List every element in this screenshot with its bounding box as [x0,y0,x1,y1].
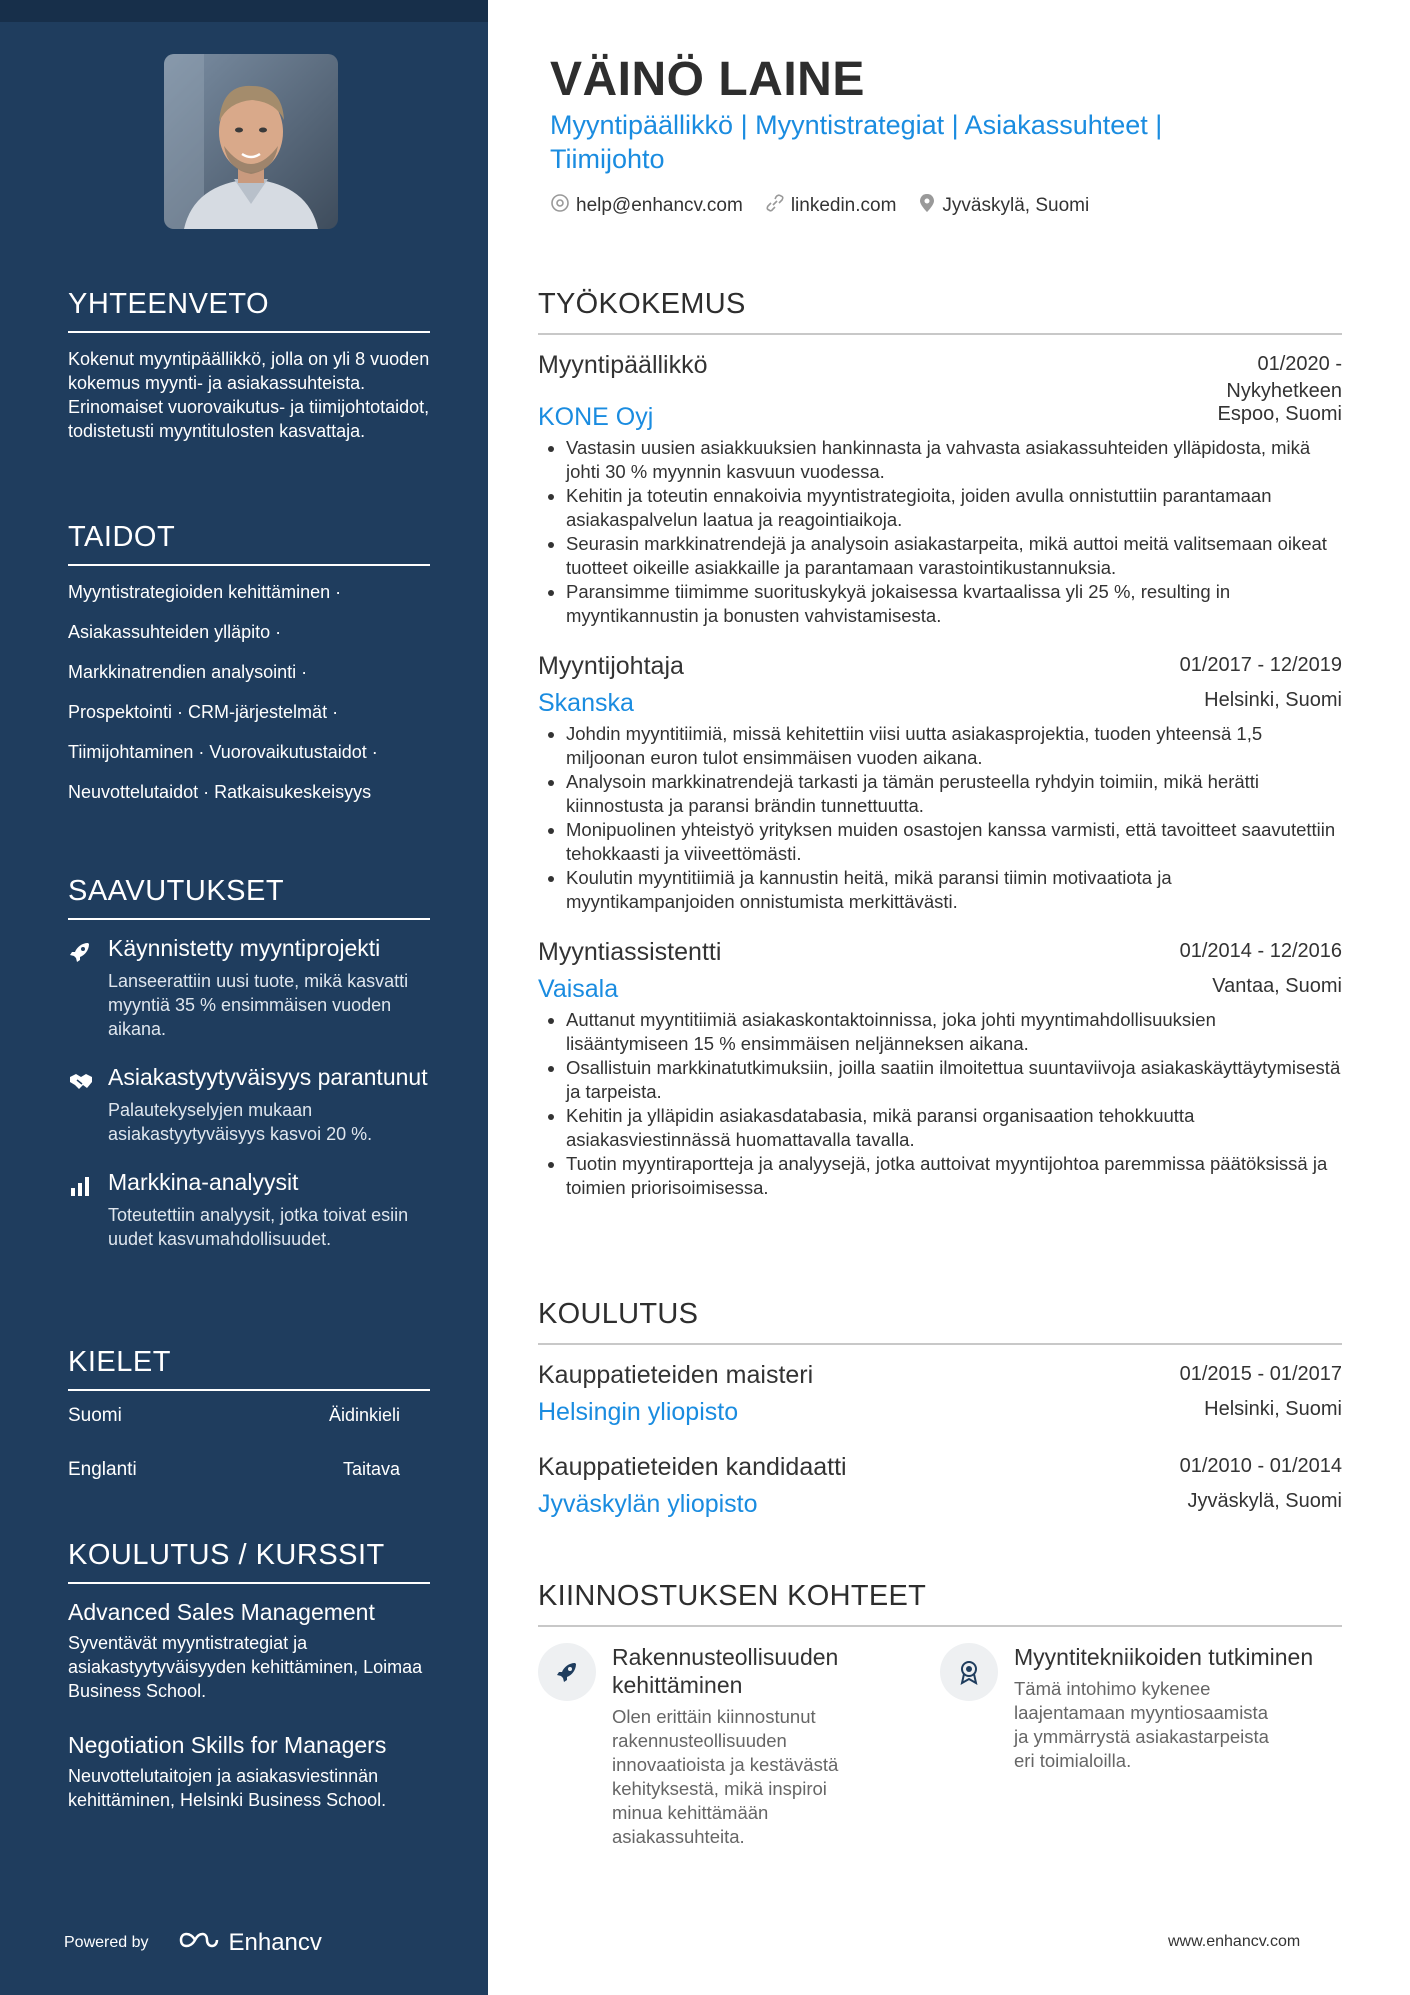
job-title: Myyntipäällikkö [538,351,708,379]
language-row [68,1459,430,1481]
achievement-title: Käynnistetty myyntiprojekti [108,935,381,961]
achievement-desc: Palautekyselyjen mukaan asiakastyytyväisyys kasvoi 20 %. [108,1100,373,1144]
achievement-title: Markkina-analyysit [108,1169,299,1195]
courses-section [68,1539,430,1840]
job-location: Vantaa, Suomi [1212,975,1342,997]
location-text: Jyväskylä, Suomi [942,195,1090,216]
job-date-start: 01/2020 - [1257,353,1342,375]
job-date: 01/2017 - 12/2019 [1179,654,1342,676]
experience-title: TYÖKOKEMUS [538,288,1342,335]
linkedin-text[interactable]: linkedin.com [790,195,897,216]
rocket-icon [68,934,108,1041]
job-date-end: Nykyhetkeen [1226,380,1342,402]
linkedin-contact[interactable] [765,193,897,219]
achievement-desc: Toteutettiin analyysit, jotka toivat esiin uudet kasvumahdollisuudet. [108,1205,409,1249]
interest-item [940,1643,1342,1849]
job-bullet: • Koulutin myyntitiimiä ja kannustin heitä, mikä paransi tiimin motivaatiota ja myyntikampanjoiden onnistumista merkittävästi. [566,866,1342,914]
job-company: KONE Oyj [538,403,654,431]
job-bullet: • Analysoin markkinatrendejä tarkasti ja tämän perusteella ryhdyin toimiin, mikä herätti kiinnostusta ja paransi brändin tunnettuutta. [566,770,1342,818]
profile-photo [164,54,338,229]
job-location: Helsinki, Suomi [1204,689,1342,711]
rocket-icon [538,1643,596,1701]
education-section [538,1298,1342,1519]
job-bullets [538,722,1342,914]
degree: Kauppatieteiden kandidaatti [538,1453,847,1481]
language-name: Suomi [68,1405,122,1426]
course-item [68,1598,430,1703]
degree: Kauppatieteiden maisteri [538,1361,814,1389]
education-entry [538,1453,1342,1519]
achievement-item [68,934,430,1041]
enhancv-logo-icon [177,1928,221,1957]
job-bullet: • Tuotin myyntiraportteja ja analyysejä, jotka auttoivat myyntijohtoa paremmissa päätöksissä ja toimien priorisoimisessa. [566,1152,1342,1200]
languages-section [68,1346,430,1513]
skill-line: Asiakassuhteiden ylläpito · [68,622,282,642]
course-desc: Syventävät myyntistrategiat ja asiakastyytyväisyyden kehittäminen, Loimaa Business School. [68,1633,423,1701]
skills-section [68,521,430,820]
summary-section [68,288,430,443]
job-bullets [538,1008,1342,1200]
achievements-title: SAAVUTUKSET [68,875,430,920]
job-title: Myyntijohtaja [538,652,684,680]
course-item [68,1731,430,1812]
headline-line: Myyntipäällikkö | Myyntistrategiat | Asiakassuhteet | [550,110,1163,140]
skill-line: Markkinatrendien analysointi · [68,662,308,682]
job-entry [538,652,1342,914]
school: Jyväskylän yliopisto [538,1490,758,1518]
email-contact[interactable] [550,193,743,219]
education-title: KOULUTUS [538,1298,1342,1345]
job-title: Myyntiassistentti [538,938,722,966]
education-location: Helsinki, Suomi [1204,1398,1342,1420]
language-row [68,1405,430,1427]
education-date: 01/2010 - 01/2014 [1179,1455,1342,1477]
headline-line: Tiimijohto [550,144,665,174]
job-date: 01/2014 - 12/2016 [1179,940,1342,962]
job-bullet: • Osallistuin markkinatutkimuksiin, joilla saatiin ilmoitettua suuntaviivoja asiakaskäyttäytymisestä ja tarpeista. [566,1056,1342,1104]
job-location: Espoo, Suomi [1217,403,1342,425]
job-entry [538,938,1342,1200]
courses-title: KOULUTUS / KURSSIT [68,1539,430,1584]
interests-section [538,1580,1342,1849]
skill-line: Myyntistrategioiden kehittäminen · [68,582,342,602]
summary-title: YHTEENVETO [68,288,430,333]
course-title: Advanced Sales Management [68,1599,375,1625]
job-bullets [538,436,1342,628]
education-location: Jyväskylä, Suomi [1187,1490,1342,1512]
job-bullet: • Auttanut myyntitiimiä asiakaskontaktoinnissa, joka johti myyntimahdollisuuksien lisääntymiseen 15 % ensimmäisen neljänneksen aikana. [566,1008,1342,1056]
education-entry [538,1361,1342,1427]
achievement-item [68,1063,430,1146]
interest-desc: Olen erittäin kiinnostunut rakennusteollisuuden innovaatioista ja kestävästä kehityksestä, mikä inspiroi minua kehittämään asiakassuhteita. [612,1706,839,1847]
sidebar [0,0,488,1995]
job-bullet: • Paransimme tiimimme suorituskykyä jokaisessa kvartaalissa yli 25 %, resulting in myyntikannustin ja bonusten vahvistamisesta. [566,580,1342,628]
award-icon [940,1643,998,1701]
skill-line: Tiimijohtaminen · Vuorovaikutustaidot · [68,742,378,762]
languages-title: KIELET [68,1346,430,1391]
course-title: Negotiation Skills for Managers [68,1732,387,1758]
summary-text: Kokenut myyntipäällikkö, jolla on yli 8 vuoden kokemus myynti- ja asiakassuhteista. Erinomaiset vuorovaikutus- ja tiimijohtotaidot, todistetusti myyntitulosten kasvattaja. [68,349,430,441]
location-pin-icon [918,193,942,219]
enhancv-brand: Enhancv [228,1928,322,1956]
interest-title: Myyntitekniikoiden tutkiminen [1014,1644,1314,1670]
email-text[interactable]: help@enhancv.com [576,195,743,216]
achievement-desc: Lanseerattiin uusi tuote, mikä kasvatti myyntiä 35 % ensimmäisen vuoden aikana. [108,971,409,1039]
job-entry [538,351,1342,628]
job-bullet: • Vastasin uusien asiakkuuksien hankinnasta ja vahvasta asiakassuhteiden ylläpidosta, mikä johti 30 % myynnin kasvuun vuodessa. [566,436,1342,484]
link-icon [765,193,791,219]
bar-chart-icon [68,1168,108,1251]
interest-desc: Tämä intohimo kykenee laajentamaan myyntiosaamista ja ymmärrystä asiakastarpeista eri toimialoilla. [1014,1678,1269,1771]
achievements-section [68,875,430,1273]
achievement-title: Asiakastyytyväisyys parantunut [108,1064,428,1090]
headline [550,108,1270,176]
candidate-name: VÄINÖ LAINE [550,53,865,106]
language-level: Äidinkieli [328,1405,400,1425]
job-bullet: • Seurasin markkinatrendejä ja analysoin asiakastarpeita, mikä auttoi meitä valitsemaan oikeat tuotteet oikeille asiakkaille ja parantamaan varastointikustannuksia. [566,532,1342,580]
sidebar-top-band [0,0,488,22]
language-name: Englanti [68,1459,137,1480]
achievement-item [68,1168,430,1251]
job-date [1226,351,1342,405]
experience-section [538,288,1342,1200]
job-company: Vaisala [538,975,619,1003]
skill-line: Prospektointi · CRM-järjestelmät · [68,702,339,722]
school: Helsingin yliopisto [538,1398,739,1426]
contact-bar [550,193,1111,219]
skills-title: TAIDOT [68,521,430,566]
job-company: Skanska [538,689,634,717]
at-icon [550,193,576,219]
interest-item [538,1643,940,1849]
interests-title: KIINNOSTUKSEN KOHTEET [538,1580,1342,1627]
interest-title: Rakennusteollisuuden kehittäminen [612,1644,839,1698]
powered-by [64,1928,322,1957]
handshake-icon [68,1063,108,1146]
job-bullet: • Johdin myyntitiimiä, missä kehitettiin viisi uutta asiakasprojektia, tuoden yhteensä 1,5 miljoonan euron tulot ensimmäisen vuoden aikana. [566,722,1342,770]
language-level: Taitava [342,1459,400,1479]
location-contact [918,193,1089,219]
job-bullet: • Monipuolinen yhteistyö yrityksen muiden osastojen kanssa varmisti, että tavoitteet saavutettiin tehokkaasti ja viiveettömästi. [566,818,1342,866]
footer-url[interactable]: www.enhancv.com [1168,1933,1301,1950]
skill-line: Neuvottelutaidot · Ratkaisukeskeisyys [68,782,372,802]
job-bullet: • Kehitin ja toteutin ennakoivia myyntistrategioita, joiden avulla onnistuttiin parantamaan asiakaspalvelun laatua ja reagointiaikoja. [566,484,1342,532]
powered-by-label: Powered by [64,1933,149,1951]
job-bullet: • Kehitin ja ylläpidin asiakasdatabasia, mikä paransi organisaation tehokkuutta asiakasviestinnässä huomattavalla tavalla. [566,1104,1342,1152]
education-date: 01/2015 - 01/2017 [1179,1363,1342,1385]
course-desc: Neuvottelutaitojen ja asiakasviestinnän kehittäminen, Helsinki Business School. [68,1766,387,1810]
